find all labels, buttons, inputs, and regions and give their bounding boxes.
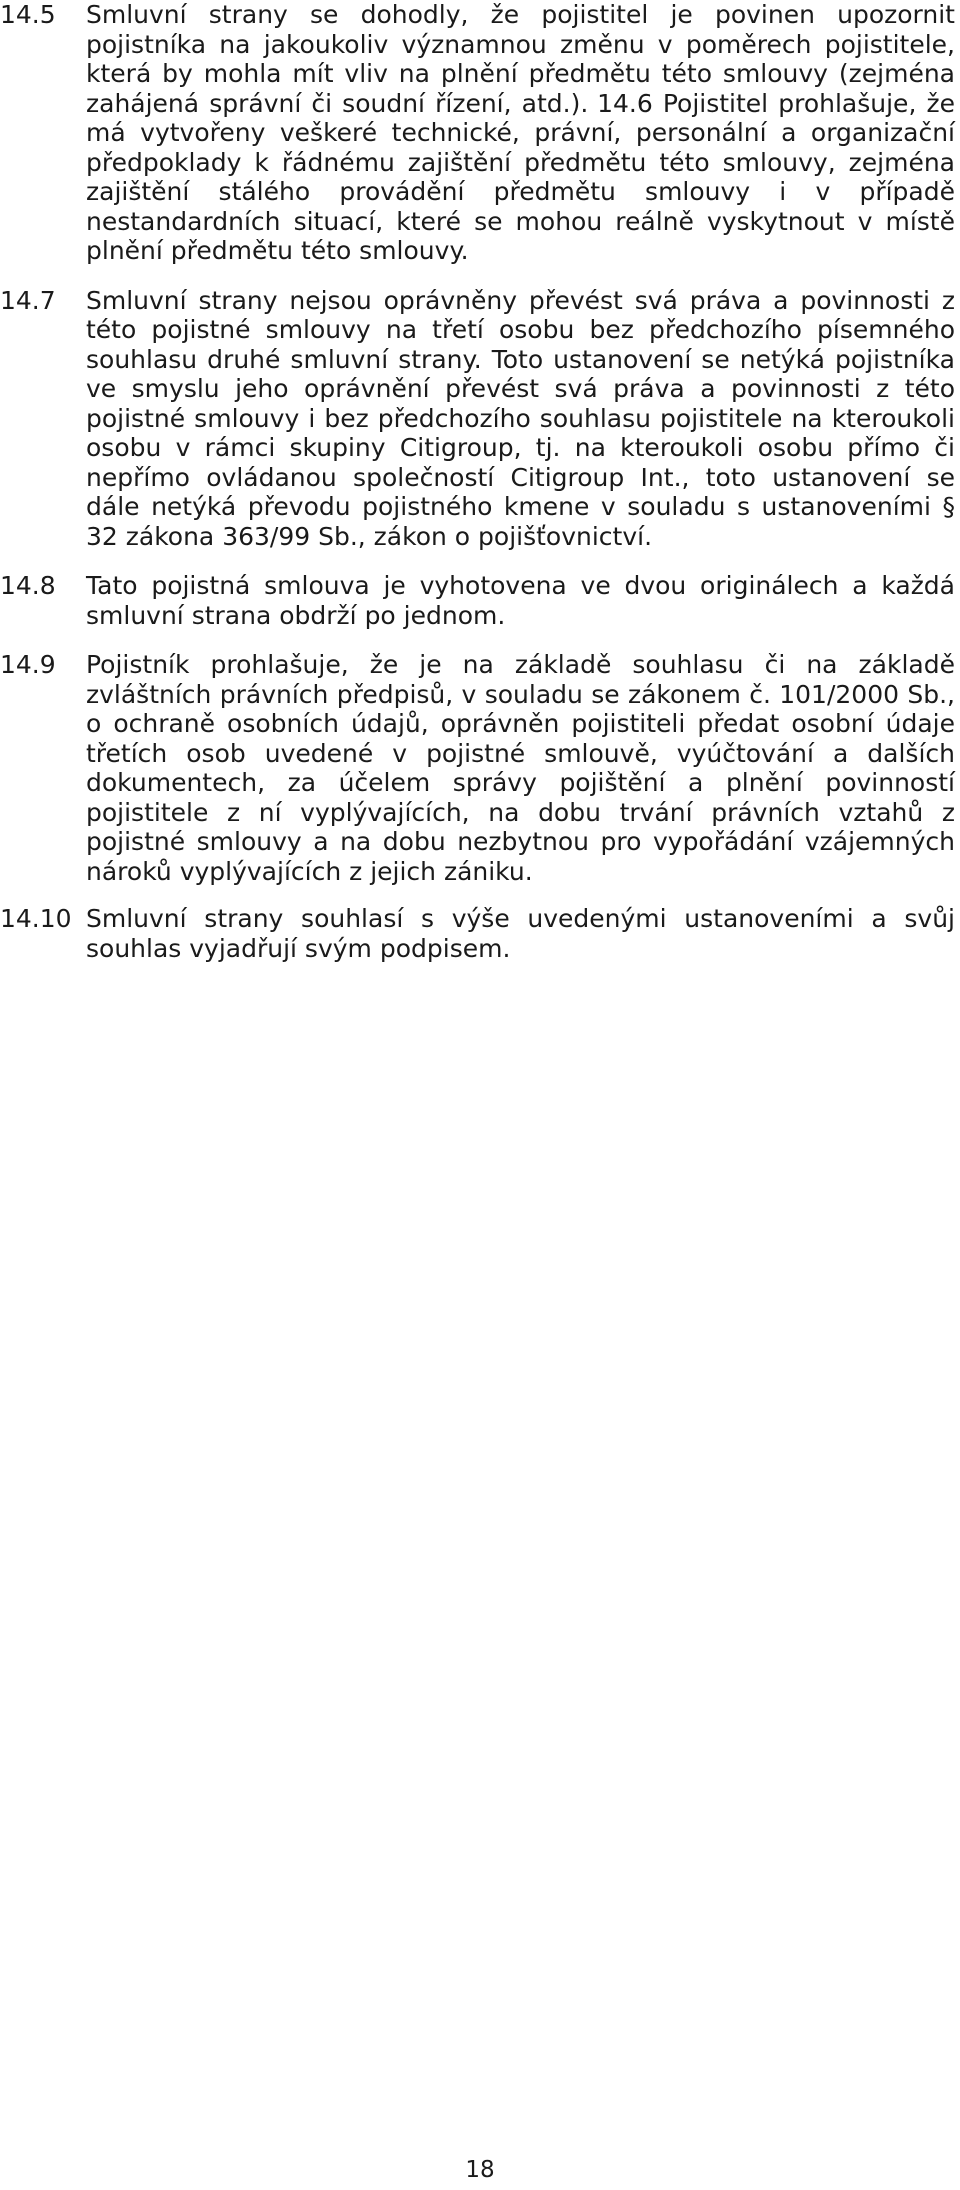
- clause-14-6-text: Pojistitel prohlašuje, že má vytvořeny veškeré technické, právní, personální a organizační předpoklady k řádnému zajištění předmětu této smlouvy, zejména zajištění stálého provádění předmětu smlouvy i v případě nestandardních situací, které se mohou reálně vyskytnout v místě plnění předmětu této smlouvy.: [86, 88, 955, 265]
- clause-list: [0, 0, 955, 963]
- clause-text: [86, 0, 955, 266]
- clause-number: 14.7: [0, 285, 56, 315]
- clause-14-5: [0, 0, 955, 266]
- clause-14-5-text: Smluvní strany se dohodly, že pojistitel je povinen upozornit pojistníka na jakoukoliv významnou změnu v poměrech pojistitele, která by mohla mít vliv na plnění předmětu této smlouvy (zejména zahájená správní či soudní řízení, atd.).: [86, 0, 955, 118]
- clause-text: Pojistník prohlašuje, že je na základě souhlasu či na základě zvláštních právních předpisů, v souladu se zákonem č. 101/2000 Sb., o ochraně osobních údajů, oprávněn pojistiteli předat osobní údaje třetích osob uvedené v pojistné smlouvě, vyúčtování a dalších dokumentech, za účelem správy pojištění a plnění povinností pojistitele z ní vyplývajících, na dobu trvání právních vztahů z pojistné smlouvy a na dobu nezbytnou pro vypořádání vzájemných nároků vyplývajících z jejich zániku.: [86, 650, 955, 886]
- clause-14-8: [0, 571, 955, 630]
- clause-14-9: [0, 650, 955, 886]
- page-number: 18: [465, 2157, 495, 2183]
- clause-number: 14.9: [0, 650, 56, 679]
- clause-text: Smluvní strany souhlasí s výše uvedenými ustanoveními a svůj souhlas vyjadřují svým podpisem.: [86, 904, 955, 963]
- clause-number: 14.8: [0, 571, 56, 600]
- clause-text: Smluvní strany nejsou oprávněny převést svá práva a povinnosti z této pojistné smlouvy na třetí osobu bez předchozího písemného souhlasu druhé smluvní strany. Toto ustanovení se netýká pojistníka ve smyslu jeho oprávnění převést svá práva a povinnosti z této pojistné smlouvy i bez předchozího souhlasu pojistitele na kteroukoli osobu v rámci skupiny Citigroup, tj. na kteroukoli osobu přímo či nepřímo ovládanou společností Citigroup Int., toto ustanovení se dále netýká převodu pojistného kmene v souladu s ustanoveními § 32 zákona 363/99 Sb., zákon o pojišťovnictví.: [86, 285, 955, 551]
- clause-number: 14.5: [0, 0, 56, 29]
- clause-14-7: [0, 286, 955, 552]
- clause-text: Tato pojistná smlouva je vyhotovena ve dvou originálech a každá smluvní strana obdrží po jednom.: [86, 571, 955, 630]
- clause-14-10: [0, 904, 955, 963]
- clause-14-6-number: 14.6: [597, 88, 653, 118]
- clause-number: 14.10: [0, 904, 72, 933]
